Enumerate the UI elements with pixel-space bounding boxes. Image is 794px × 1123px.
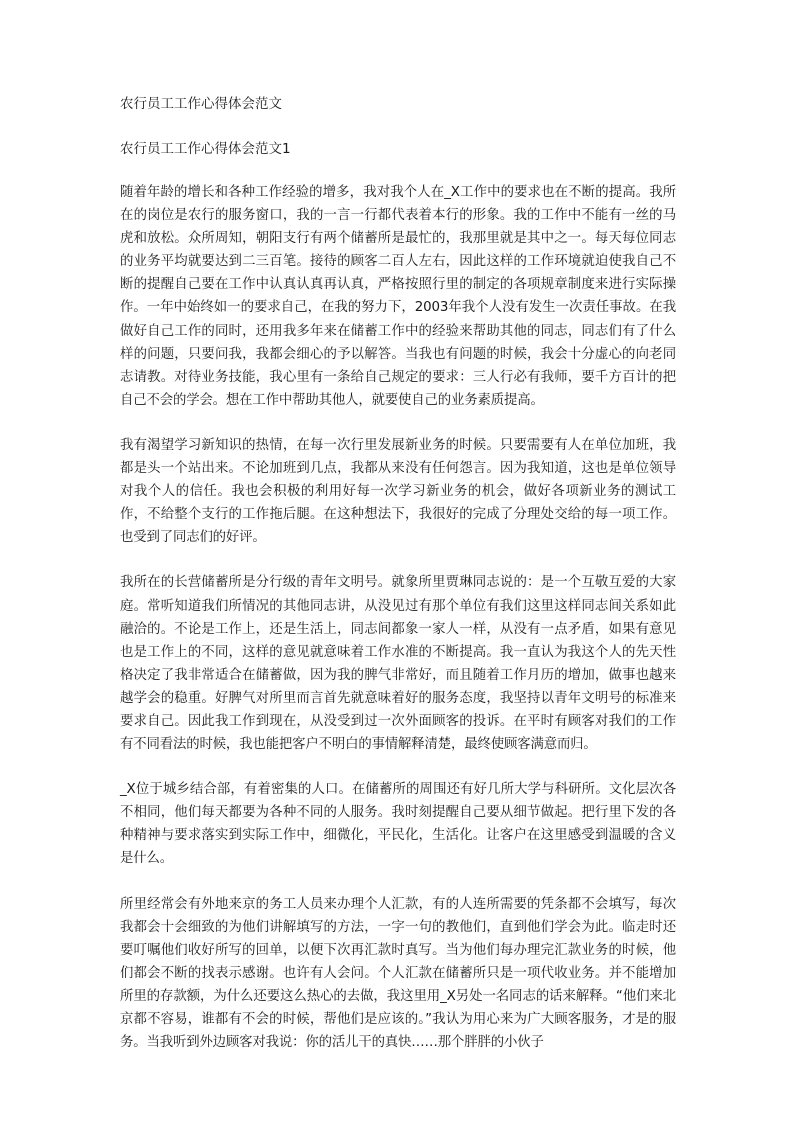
paragraph-4: _X位于城乡结合部，有着密集的人口。在储蓄所的周围还有好几所大学与科研所。文化层次各不相同，他们每天都要为各种不同的人服务。我时刻提醒自己要从细节做起。把行里下发的各种精神与要求落实到实际工作中，细微化，平民化，生活化。让客户在这里感受到温暖的含义是什么。 xyxy=(120,782,676,867)
paragraph-2: 我有渴望学习新知识的热情，在每一次行里发展新业务的时候。只要需要有人在单位加班，我都是头一个站出来。不论加班到几点，我都从来没有任何怨言。因为我知道，这也是单位领导对我个人的信任。我也会积极的利用好每一次学习新业务的机会，做好各项新业务的测试工作，不给整个支行的工作拖后腿。在这种想法下，我很好的完成了分理处交给的每一项工作。也受到了同志们的好评。 xyxy=(120,437,676,546)
paragraph-1: 随着年龄的增长和各种工作经验的增多，我对我个人在_X工作中的要求也在不断的提高。我所在的岗位是农行的服务窗口，我的一言一行都代表着本行的形象。我的工作中不能有一丝的马虎和放松。众所周知，朝阳支行有两个储蓄所是最忙的，我那里就是其中之一。每天每位同志的业务平均就要达到二三百笔。接待的顾客二百人左右，因此这样的工作环境就迫使我自己不断的提醒自己要在工作中认真认真再认真，严格按照行里的制定的各项规章制度来进行实际操作。一年中始终如一的要求自己，在我的努力下，2003年我个人没有发生一次责任事故。在我做好自己工作的同时，还用我多年来在储蓄工作中的经验来帮助其他的同志，同志们有了什么样的问题，只要问我，我都会细心的予以解答。当我也有问题的时候，我会十分虚心的向老同志请教。对待业务技能，我心里有一条给自己规定的要求：三人行必有我师，要千方百计的把自己不会的学会。想在工作中帮助其他人，就要使自己的业务素质提高。 xyxy=(120,185,676,408)
paragraph-5: 所里经常会有外地来京的务工人员来办理个人汇款，有的人连所需要的凭条都不会填写，每次我都会十会细致的为他们讲解填写的方法，一字一句的教他们，直到他们学会为此。临走时还要叮嘱他们收好所写的回单，以便下次再汇款时真写。当为他们每办理完汇款业务的时候，他们都会不断的找表示感谢。也许有人会问。个人汇款在储蓄所只是一项代收业务。并不能增加所里的存款额，为什么还要这么热心的去做，我这里用_X另处一名同志的话来解释。“他们来北京都不容易，谁都有不会的时候，帮他们是应该的。”我认为用心来为广大顾客服务，才是的服务。当我听到外边顾客对我说：你的活儿干的真快……那个胖胖的小伙子 xyxy=(120,896,676,1051)
document-subtitle: 农行员工工作心得体会范文1 xyxy=(120,141,291,157)
paragraph-3: 我所在的长营储蓄所是分行级的青年文明号。就象所里贾琳同志说的：是一个互敬互爱的大家庭。常听知道我们所情况的其他同志讲，从没见过有那个单位有我们这里这样同志间关系如此融洽的。不论是工作上，还是生活上，同志间都象一家人一样，从没有一点矛盾，如果有意见也是工作上的不同，这样的意见就意味着工作水准的不断提高。我一直认为我这个人的先天性格决定了我非常适合在储蓄做，因为我的脾气非常好，而且随着工作月历的增加，做事也越来越学会的稳重。好脾气对所里而言首先就意味着好的服务态度，我坚持以青年文明号的标准来要求自己。因此我工作到现在，从没受到过一次外面顾客的投诉。在平时有顾客对我们的工作有不同看法的时候，我也能把客户不明白的事情解释清楚，最终使顾客满意而归。 xyxy=(120,575,676,753)
document-page xyxy=(120,92,676,1054)
document-title: 农行员工工作心得体会范文 xyxy=(120,96,282,112)
